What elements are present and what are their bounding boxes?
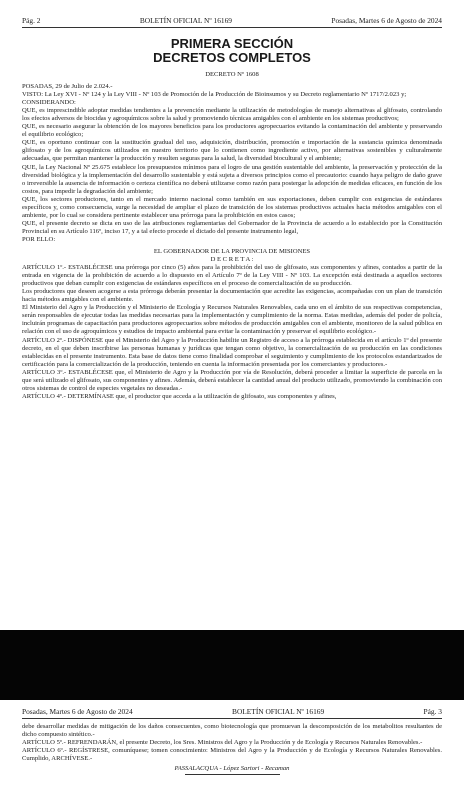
article-4: ARTÍCULO 4º.- DETERMÍNASE que, el productor que acceda a la utilización de glifosato, sus componentes y afines, [22, 392, 337, 400]
bulletin-title: BOLETÍN OFICIAL Nº 16169 [232, 707, 325, 716]
considerando-paragraph: QUE, es oportuno continuar con la sustitución gradual del uso, adquisición, distribución, promoción e importación de la sustancia química denominada glifosato y de los agroquímicos utilizados en nuestro territorio que lo contienen como ingrediente activo, por alternativas sostenibles y culturalmente adecuadas, que permitan mantener la producción y resulten seguras para la salud, la diversidad biocultural y el ambiente; [22, 139, 442, 163]
signatures: PASSALACQUA - López Sartori - Recaman [174, 765, 290, 773]
section-subtitle: DECRETOS COMPLETOS [153, 50, 311, 65]
article-2: ARTÍCULO 2º.- DISPÓNESE que el Ministerio del Agro y la Producción habilite un Registro de acceso a la prórroga establecida en el artículo 1º del presente decreto, en el que deben inscribirse las personas humanas y jurídicas que tengan como objetivo, la comercialización de su producción en las condiciones establecidas en el presente instrumento. Esta base de datos tiene como finalidad comprobar el seguimiento y cumplimiento de los protocolos estandarizados de certificación para la comercialización de la producción, teniendo en cuenta la información presentada por los comerciantes y productores.- [22, 336, 442, 368]
decreta-heading: D E C R E T A : [210, 256, 254, 264]
governor-heading: EL GOBERNADOR DE LA PROVINCIA DE MISIONES [153, 247, 311, 255]
header-rule [22, 27, 442, 28]
page-number: Pág. 3 [423, 707, 442, 716]
page-3 [0, 700, 464, 800]
page-header [22, 16, 442, 25]
decree-body [22, 71, 442, 401]
article-1-paragraph: Los productores que deseen acogerse a esta prórroga deberán presentar la documentación que acredite las exigencias, acompañadas con un plan de transición hacia métodos amigables con el ambiente. [22, 288, 442, 304]
article-1: ARTÍCULO 1º.- ESTABLÉCESE una prórroga por cinco (5) años para la prohibición del uso de glifosato, sus componentes y afines, contados a partir de la entrada en vigencia de la prohibición de acuerdo a lo dispuesto en el Artículo 7º de la Ley VIII - Nº 103. La excepción está destinada a aquellos sectores productivos que deban cumplir con exigencias de estándares específicos en el proceso de comercialización de su producción. [22, 264, 442, 288]
considerando-paragraph: QUE, la Ley Nacional Nº 25.675 establece los presupuestos mínimos para el logro de una gestión sustentable del ambiente, la preservación y protección de la diversidad biológica y la implementación del desarrollo sustentable y está sujeta a diversos principios como el precautorio: cuando haya peligro de daño grave o irreversible la ausencia de información o certeza científica no deberá utilizarse como razón para postergar la adopción de medidas eficaces, en función de los costos, para impedir la degradación del ambiente; [22, 163, 442, 195]
header-rule [22, 718, 442, 719]
article-1-paragraph: El Ministerio del Agro y la Producción y el Ministerio de Ecología y Recursos Naturales Renovables, cada uno en el ámbito de sus respectivas competencias, serán responsables de ejecutar todas las medidas necesarias para la implementación y cumplimiento de la norma. Estas medidas, además del poder de policía, incluirán programas de capacitación para productores agropecuarios sobre métodos de producción amigables con el ambiente, monitoreo de la salud pública en relación con el uso de agroquímicos y estudios de impacto ambiental para evitar la contaminación y preservar el equilibrio ecológico.- [22, 304, 442, 336]
decree-body-continued [22, 723, 442, 775]
considerando-paragraph: QUE, el presente decreto se dicta en uso de las atribuciones reglamentarias del Gobernador de la Provincia de acuerdo a lo establecido por la Constitución Provincial en su Artículo 116º, inciso 17, y a tal efecto procede el dictado del presente instrumento legal, [22, 219, 442, 235]
header-date: Posadas, Martes 6 de Agosto de 2024 [331, 16, 442, 25]
decree-number: DECRETO Nº 1608 [205, 71, 259, 78]
page-gap [0, 630, 464, 700]
header-date: Posadas, Martes 6 de Agosto de 2024 [22, 707, 133, 716]
considerando-paragraph: QUE, es imprescindible adoptar medidas tendientes a la prevención mediante la utilización de metodologías de manejo alternativas al glifosato, controlando los efectos adversos de biocidas y agroquímicos sobre la salud y promoviendo técnicas amigables con el ambiente en los sistemas productivos; [22, 107, 442, 123]
article-6: ARTÍCULO 6º.- REGÍSTRESE, comuníquese; tomen conocimiento: Ministros del Agro y la Producción y de Ecología y Recursos Naturales Renovables. Cumplido, ARCHÍVESE.- [22, 747, 442, 763]
visto-paragraph: VISTO: La Ley XVI - Nº 124 y la Ley VIII - Nº 103 de Promoción de la Producción de Bioinsumos y su Decreto reglamentario Nº 1717/2.023 y; [22, 91, 407, 99]
article-5: ARTÍCULO 5º.- REFRENDARÁN, el presente Decreto, los Sres. Ministros del Agro y la Producción y de Ecología y Recursos Naturales Renovables.- [22, 739, 423, 747]
por-ello: POR ELLO: [22, 235, 56, 243]
section-title: PRIMERA SECCIÓN [170, 36, 294, 51]
place-date: POSADAS, 29 de Julio de 2.024.- [22, 83, 113, 91]
article-3: ARTÍCULO 3º.- ESTABLÉCESE que, el Ministerio de Agro y la Producción por vía de Resolución, deberá proceder a limitar la superficie de parcela en la que será utilizado el glifosato, sus componentes y afines. Además, deberá establecer la cantidad anual del producto utilizado, promoviendo la combinación con otros sistemas de control de especies vegetales no deseadas.- [22, 368, 442, 392]
page-number: Pág. 2 [22, 16, 41, 25]
page-header [22, 707, 442, 716]
considerando-paragraph: QUE, es necesario asegurar la obtención de los mayores beneficios para los productores agropecuarios evitando la contaminación del ambiente y preservando el equilibrio ecológico; [22, 123, 442, 139]
bulletin-title: BOLETÍN OFICIAL Nº 16169 [139, 16, 232, 25]
signature-rule [185, 774, 280, 775]
considerando-paragraph: QUE, los sectores productores, tanto en el mercado interno nacional como también en sus exportaciones, deben cumplir con exigencias de estándares específicos y, como consecuencia, surge la necesidad de ampliar el plazo de transición de los sistemas productivos actuales hacia métodos amigables con el ambiente, por lo cual se considera pertinente establecer una prórroga para la prohibición en estos casos; [22, 195, 442, 219]
article-4-continued: debe desarrollar medidas de mitigación de los daños consecuentes, como biotecnología que promuevan la descomposición de los metabolitos resultantes de dicho compuesto sintético.- [22, 723, 442, 739]
considerando-heading: CONSIDERANDO: [22, 99, 76, 107]
